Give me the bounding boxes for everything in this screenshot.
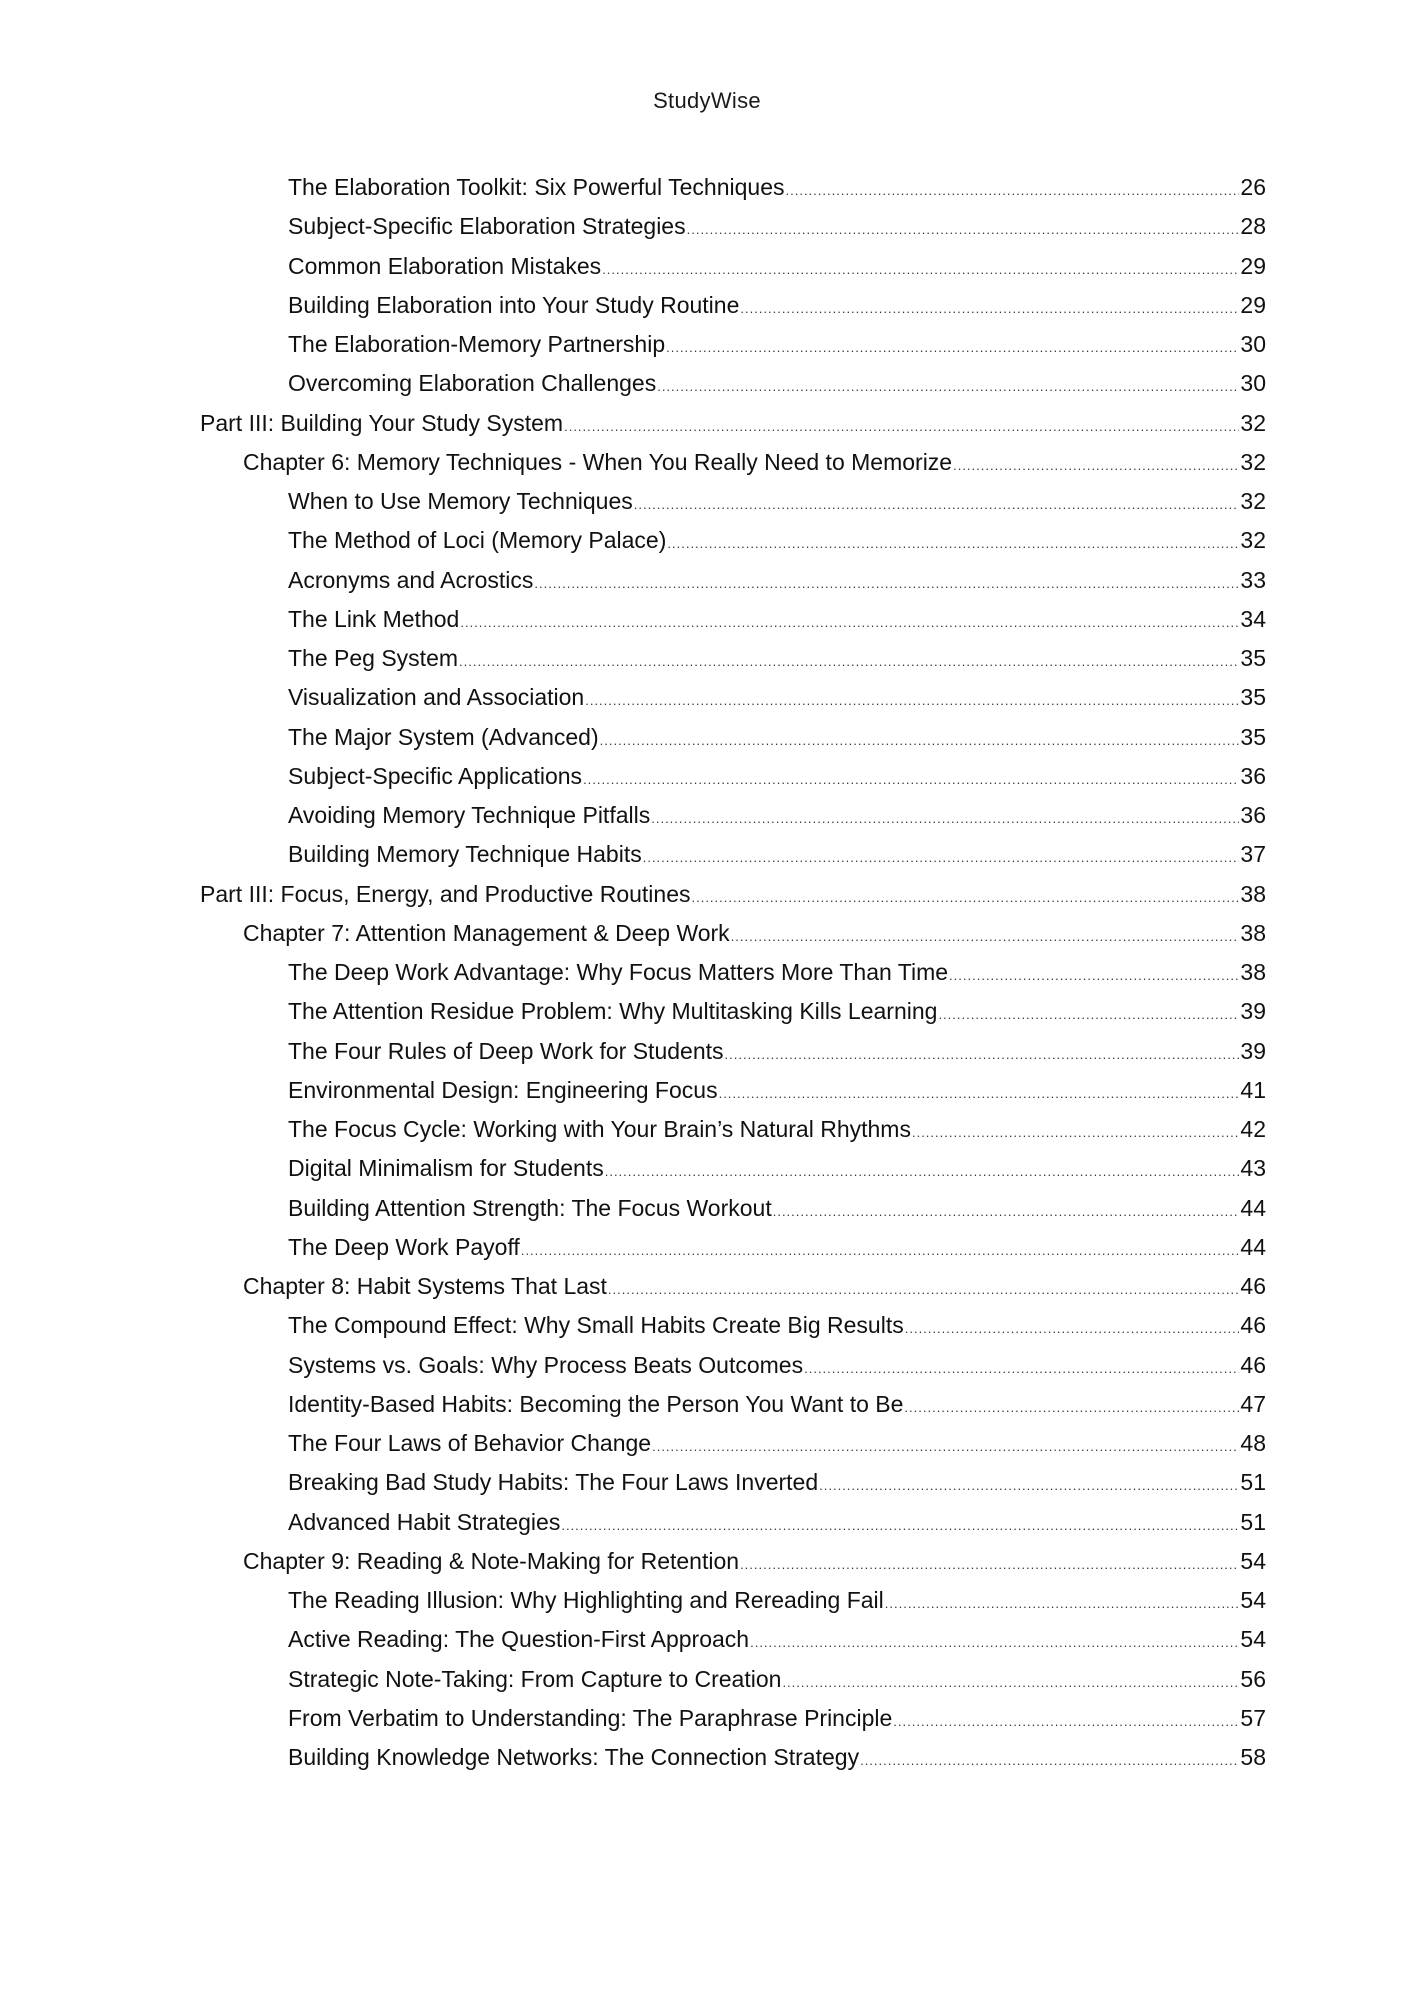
toc-dot-leader [605,1164,1240,1179]
toc-entry-section[interactable] [0,366,1414,405]
toc-entry-title: Chapter 8: Habit Systems That Last [243,1273,607,1299]
toc-entry-page-number: 54 [1240,1587,1266,1613]
toc-dot-leader [583,772,1239,787]
toc-entry-section[interactable] [0,1034,1414,1073]
toc-entry-section[interactable] [0,209,1414,248]
toc-entry-section[interactable] [0,327,1414,366]
toc-entry-section[interactable] [0,1191,1414,1230]
toc-dot-leader [667,536,1239,551]
toc-dot-leader [564,419,1239,434]
toc-entry-title: Acronyms and Acrostics [288,566,534,593]
toc-entry-line [288,1195,1266,1222]
toc-dot-leader [600,733,1240,748]
toc-dot-leader [885,1596,1240,1611]
toc-entry-line [288,1469,1266,1496]
toc-dot-leader [602,262,1239,277]
toc-entry-page-number: 32 [1240,409,1266,436]
toc-entry-section[interactable] [0,170,1414,209]
toc-entry-section[interactable] [0,955,1414,994]
toc-entry-line [288,645,1266,672]
toc-entry-page-number: 48 [1240,1430,1266,1456]
toc-entry-page-number: 32 [1240,488,1266,514]
toc-entry-title: Building Memory Technique Habits [288,841,642,868]
toc-entry-page-number: 35 [1240,723,1266,750]
toc-entry-title: Subject-Specific Applications [288,762,583,789]
toc-entry-section[interactable] [0,1073,1414,1112]
toc-entry-section[interactable] [0,759,1414,798]
toc-entry-line [288,1391,1266,1418]
toc-entry-line [243,449,1266,476]
running-header: StudyWise [653,88,761,113]
toc-dot-leader [786,183,1240,198]
toc-entry-title: Environmental Design: Engineering Focus [288,1076,718,1103]
toc-dot-leader [731,929,1240,944]
toc-entry-title: Advanced Habit Strategies [288,1508,561,1535]
toc-dot-leader [608,1282,1239,1297]
toc-entry-page-number: 30 [1240,331,1266,357]
toc-entry-page-number: 47 [1240,1390,1266,1417]
toc-dot-leader [819,1478,1239,1493]
toc-dot-leader [750,1635,1239,1650]
toc-entry-page-number: 57 [1240,1704,1266,1731]
toc-entry-title: Overcoming Elaboration Challenges [288,370,657,397]
toc-entry-line [243,1273,1266,1300]
toc-entry-line [288,174,1266,201]
toc-entry-page-number: 54 [1240,1626,1266,1653]
toc-dot-leader [904,1400,1239,1415]
toc-entry-section[interactable] [0,837,1414,876]
toc-entry-section[interactable] [0,994,1414,1033]
toc-dot-leader [657,379,1239,394]
toc-entry-page-number: 42 [1240,1116,1266,1142]
toc-entry-line [200,410,1266,437]
toc-entry-page-number: 36 [1240,762,1266,789]
toc-entry-section[interactable] [0,641,1414,680]
toc-entry-line [288,1705,1266,1732]
toc-entry-line [288,724,1266,751]
toc-dot-leader [860,1753,1239,1768]
toc-entry-line [288,370,1266,397]
toc-dot-leader [521,1243,1240,1258]
toc-entry-title: The Deep Work Payoff [288,1233,520,1260]
toc-entry-title: The Focus Cycle: Working with Your Brain’s Natural Rhythms [288,1116,911,1142]
toc-entry-line [200,881,1266,908]
toc-dot-leader [912,1125,1239,1140]
toc-entry-line [288,1116,1266,1143]
toc-entry-section[interactable] [0,1348,1414,1387]
toc-entry-title: The Method of Loci (Memory Palace) [288,527,667,554]
toc-entry-line [288,567,1266,594]
toc-entry-page-number: 29 [1240,291,1266,318]
toc-dot-leader [651,811,1239,826]
toc-entry-title: The Four Rules of Deep Work for Students [288,1037,724,1064]
toc-entry-line [288,292,1266,319]
toc-entry-line [288,1077,1266,1104]
toc-entry-line [288,998,1266,1025]
toc-entry-line [288,1352,1266,1379]
toc-entry-section[interactable] [0,1583,1414,1622]
toc-dot-leader [719,1086,1240,1101]
toc-entry-section[interactable] [0,1387,1414,1426]
toc-dot-leader [893,1714,1239,1729]
toc-entry-line [288,1666,1266,1693]
toc-entry-section[interactable] [0,1151,1414,1190]
toc-entry-chapter[interactable] [0,445,1414,484]
toc-entry-line [288,1312,1266,1339]
toc-entry-title: Part III: Building Your Study System [200,409,564,436]
toc-dot-leader [953,458,1239,473]
toc-entry-section[interactable] [0,602,1414,641]
toc-entry-page-number: 39 [1240,998,1266,1025]
toc-entry-chapter[interactable] [0,1269,1414,1308]
toc-entry-line [288,684,1266,711]
toc-dot-leader [773,1204,1240,1219]
toc-entry-section[interactable] [0,1740,1414,1779]
toc-entry-page-number: 28 [1240,213,1266,240]
toc-entry-title: Breaking Bad Study Habits: The Four Laws Inverted [288,1469,819,1496]
toc-entry-line [288,802,1266,829]
toc-entry-line [288,606,1266,633]
toc-dot-leader [905,1321,1240,1336]
toc-dot-leader [534,576,1239,591]
toc-entry-section[interactable] [0,1426,1414,1465]
toc-dot-leader [460,615,1239,630]
toc-entry-title: The Peg System [288,645,459,671]
toc-dot-leader [740,1557,1239,1572]
toc-dot-leader [585,693,1239,708]
toc-entry-page-number: 58 [1240,1744,1266,1770]
toc-dot-leader [740,301,1239,316]
toc-entry-page-number: 37 [1240,841,1266,868]
toc-entry-line [288,213,1266,240]
toc-entry-page-number: 33 [1240,566,1266,593]
toc-dot-leader [938,1007,1239,1022]
toc-entry-page-number: 46 [1240,1273,1266,1299]
toc-entry-title: Chapter 7: Attention Management & Deep Work [243,919,730,946]
toc-entry-title: The Link Method [288,605,460,632]
toc-entry-title: Building Attention Strength: The Focus Workout [288,1194,772,1221]
toc-entry-line [288,763,1266,790]
toc-entry-page-number: 32 [1240,527,1266,554]
toc-entry-section[interactable] [0,1701,1414,1740]
toc-entry-page-number: 32 [1240,448,1266,475]
toc-entry-title: The Reading Illusion: Why Highlighting and Rereading Fail [288,1587,884,1613]
toc-entry-title: Strategic Note-Taking: From Capture to Creation [288,1665,782,1692]
toc-entry-page-number: 46 [1240,1312,1266,1339]
toc-entry-line [288,331,1266,358]
toc-entry-page-number: 44 [1240,1233,1266,1260]
toc-entry-title: Visualization and Association [288,684,585,711]
toc-entry-page-number: 26 [1240,174,1266,200]
toc-entry-page-number: 39 [1240,1037,1266,1064]
toc-entry-title: The Four Laws of Behavior Change [288,1430,652,1456]
toc-entry-line [288,1626,1266,1653]
toc-dot-leader [687,222,1240,237]
toc-entry-page-number: 56 [1240,1665,1266,1692]
table-of-contents [0,170,1414,1779]
toc-dot-leader [652,1439,1239,1454]
toc-entry-part[interactable] [0,406,1414,445]
toc-entry-line [288,527,1266,554]
toc-entry-section[interactable] [0,563,1414,602]
toc-entry-page-number: 43 [1240,1155,1266,1182]
toc-entry-title: From Verbatim to Understanding: The Paraphrase Principle [288,1704,893,1731]
toc-entry-title: Building Elaboration into Your Study Routine [288,291,740,318]
toc-entry-section[interactable] [0,720,1414,759]
toc-dot-leader [459,654,1239,669]
toc-entry-title: Building Knowledge Networks: The Connection Strategy [288,1744,860,1770]
toc-entry-line [243,1548,1266,1575]
toc-entry-section[interactable] [0,680,1414,719]
toc-entry-line [288,1509,1266,1536]
toc-entry-page-number: 38 [1240,880,1266,907]
toc-entry-line [288,1155,1266,1182]
toc-entry-section[interactable] [0,1622,1414,1661]
toc-entry-title: When to Use Memory Techniques [288,488,633,514]
toc-entry-page-number: 51 [1240,1469,1266,1496]
toc-entry-page-number: 36 [1240,802,1266,828]
toc-entry-section[interactable] [0,484,1414,523]
toc-entry-line [288,841,1266,868]
toc-entry-line [288,1587,1266,1614]
toc-entry-title: Chapter 6: Memory Techniques - When You Really Need to Memorize [243,448,953,475]
toc-entry-line [288,1744,1266,1771]
toc-entry-page-number: 38 [1240,919,1266,946]
toc-entry-chapter[interactable] [0,916,1414,955]
toc-entry-section[interactable] [0,1465,1414,1504]
toc-entry-title: Avoiding Memory Technique Pitfalls [288,802,651,828]
toc-dot-leader [643,850,1240,865]
toc-entry-title: Digital Minimalism for Students [288,1155,604,1182]
toc-entry-title: Part III: Focus, Energy, and Productive Routines [200,880,691,907]
toc-entry-line [288,1430,1266,1457]
toc-dot-leader [949,968,1239,983]
toc-entry-page-number: 54 [1240,1547,1266,1574]
toc-entry-title: The Deep Work Advantage: Why Focus Matters More Than Time [288,959,949,985]
toc-entry-section[interactable] [0,523,1414,562]
toc-entry-page-number: 41 [1240,1076,1266,1103]
toc-entry-page-number: 44 [1240,1194,1266,1221]
toc-dot-leader [691,890,1239,905]
toc-entry-line [243,920,1266,947]
toc-entry-page-number: 29 [1240,252,1266,279]
toc-entry-title: Identity-Based Habits: Becoming the Person You Want to Be [288,1390,904,1417]
toc-dot-leader [666,340,1239,355]
toc-dot-leader [782,1675,1239,1690]
toc-entry-page-number: 30 [1240,370,1266,397]
toc-entry-section[interactable] [0,288,1414,327]
toc-entry-line [288,253,1266,280]
toc-entry-title: The Major System (Advanced) [288,723,599,750]
toc-entry-title: Systems vs. Goals: Why Process Beats Outcomes [288,1351,804,1378]
toc-dot-leader [725,1047,1240,1062]
toc-entry-section[interactable] [0,1662,1414,1701]
toc-entry-section[interactable] [0,798,1414,837]
toc-entry-section[interactable] [0,1230,1414,1269]
toc-dot-leader [634,497,1240,512]
toc-entry-title: The Elaboration-Memory Partnership [288,331,666,357]
toc-entry-title: The Elaboration Toolkit: Six Powerful Techniques [288,174,785,200]
toc-entry-line [288,959,1266,986]
toc-entry-title: Subject-Specific Elaboration Strategies [288,213,686,240]
toc-entry-page-number: 46 [1240,1351,1266,1378]
toc-entry-page-number: 35 [1240,645,1266,671]
toc-entry-title: Active Reading: The Question-First Approach [288,1626,750,1653]
toc-entry-title: Common Elaboration Mistakes [288,252,602,279]
toc-entry-part[interactable] [0,877,1414,916]
toc-dot-leader [804,1361,1239,1376]
toc-entry-page-number: 35 [1240,684,1266,711]
toc-entry-page-number: 38 [1240,959,1266,985]
toc-entry-title: Chapter 9: Reading & Note-Making for Retention [243,1547,740,1574]
toc-entry-line [288,1038,1266,1065]
toc-entry-title: The Attention Residue Problem: Why Multitasking Kills Learning [288,998,938,1025]
toc-entry-title: The Compound Effect: Why Small Habits Create Big Results [288,1312,904,1339]
toc-entry-section[interactable] [0,1308,1414,1347]
toc-entry-line [288,1234,1266,1261]
toc-entry-section[interactable] [0,249,1414,288]
toc-entry-page-number: 34 [1240,605,1266,632]
toc-entry-page-number: 51 [1240,1508,1266,1535]
toc-entry-line [288,488,1266,515]
toc-dot-leader [561,1518,1239,1533]
toc-entry-section[interactable] [0,1112,1414,1151]
toc-entry-section[interactable] [0,1505,1414,1544]
toc-entry-chapter[interactable] [0,1544,1414,1583]
